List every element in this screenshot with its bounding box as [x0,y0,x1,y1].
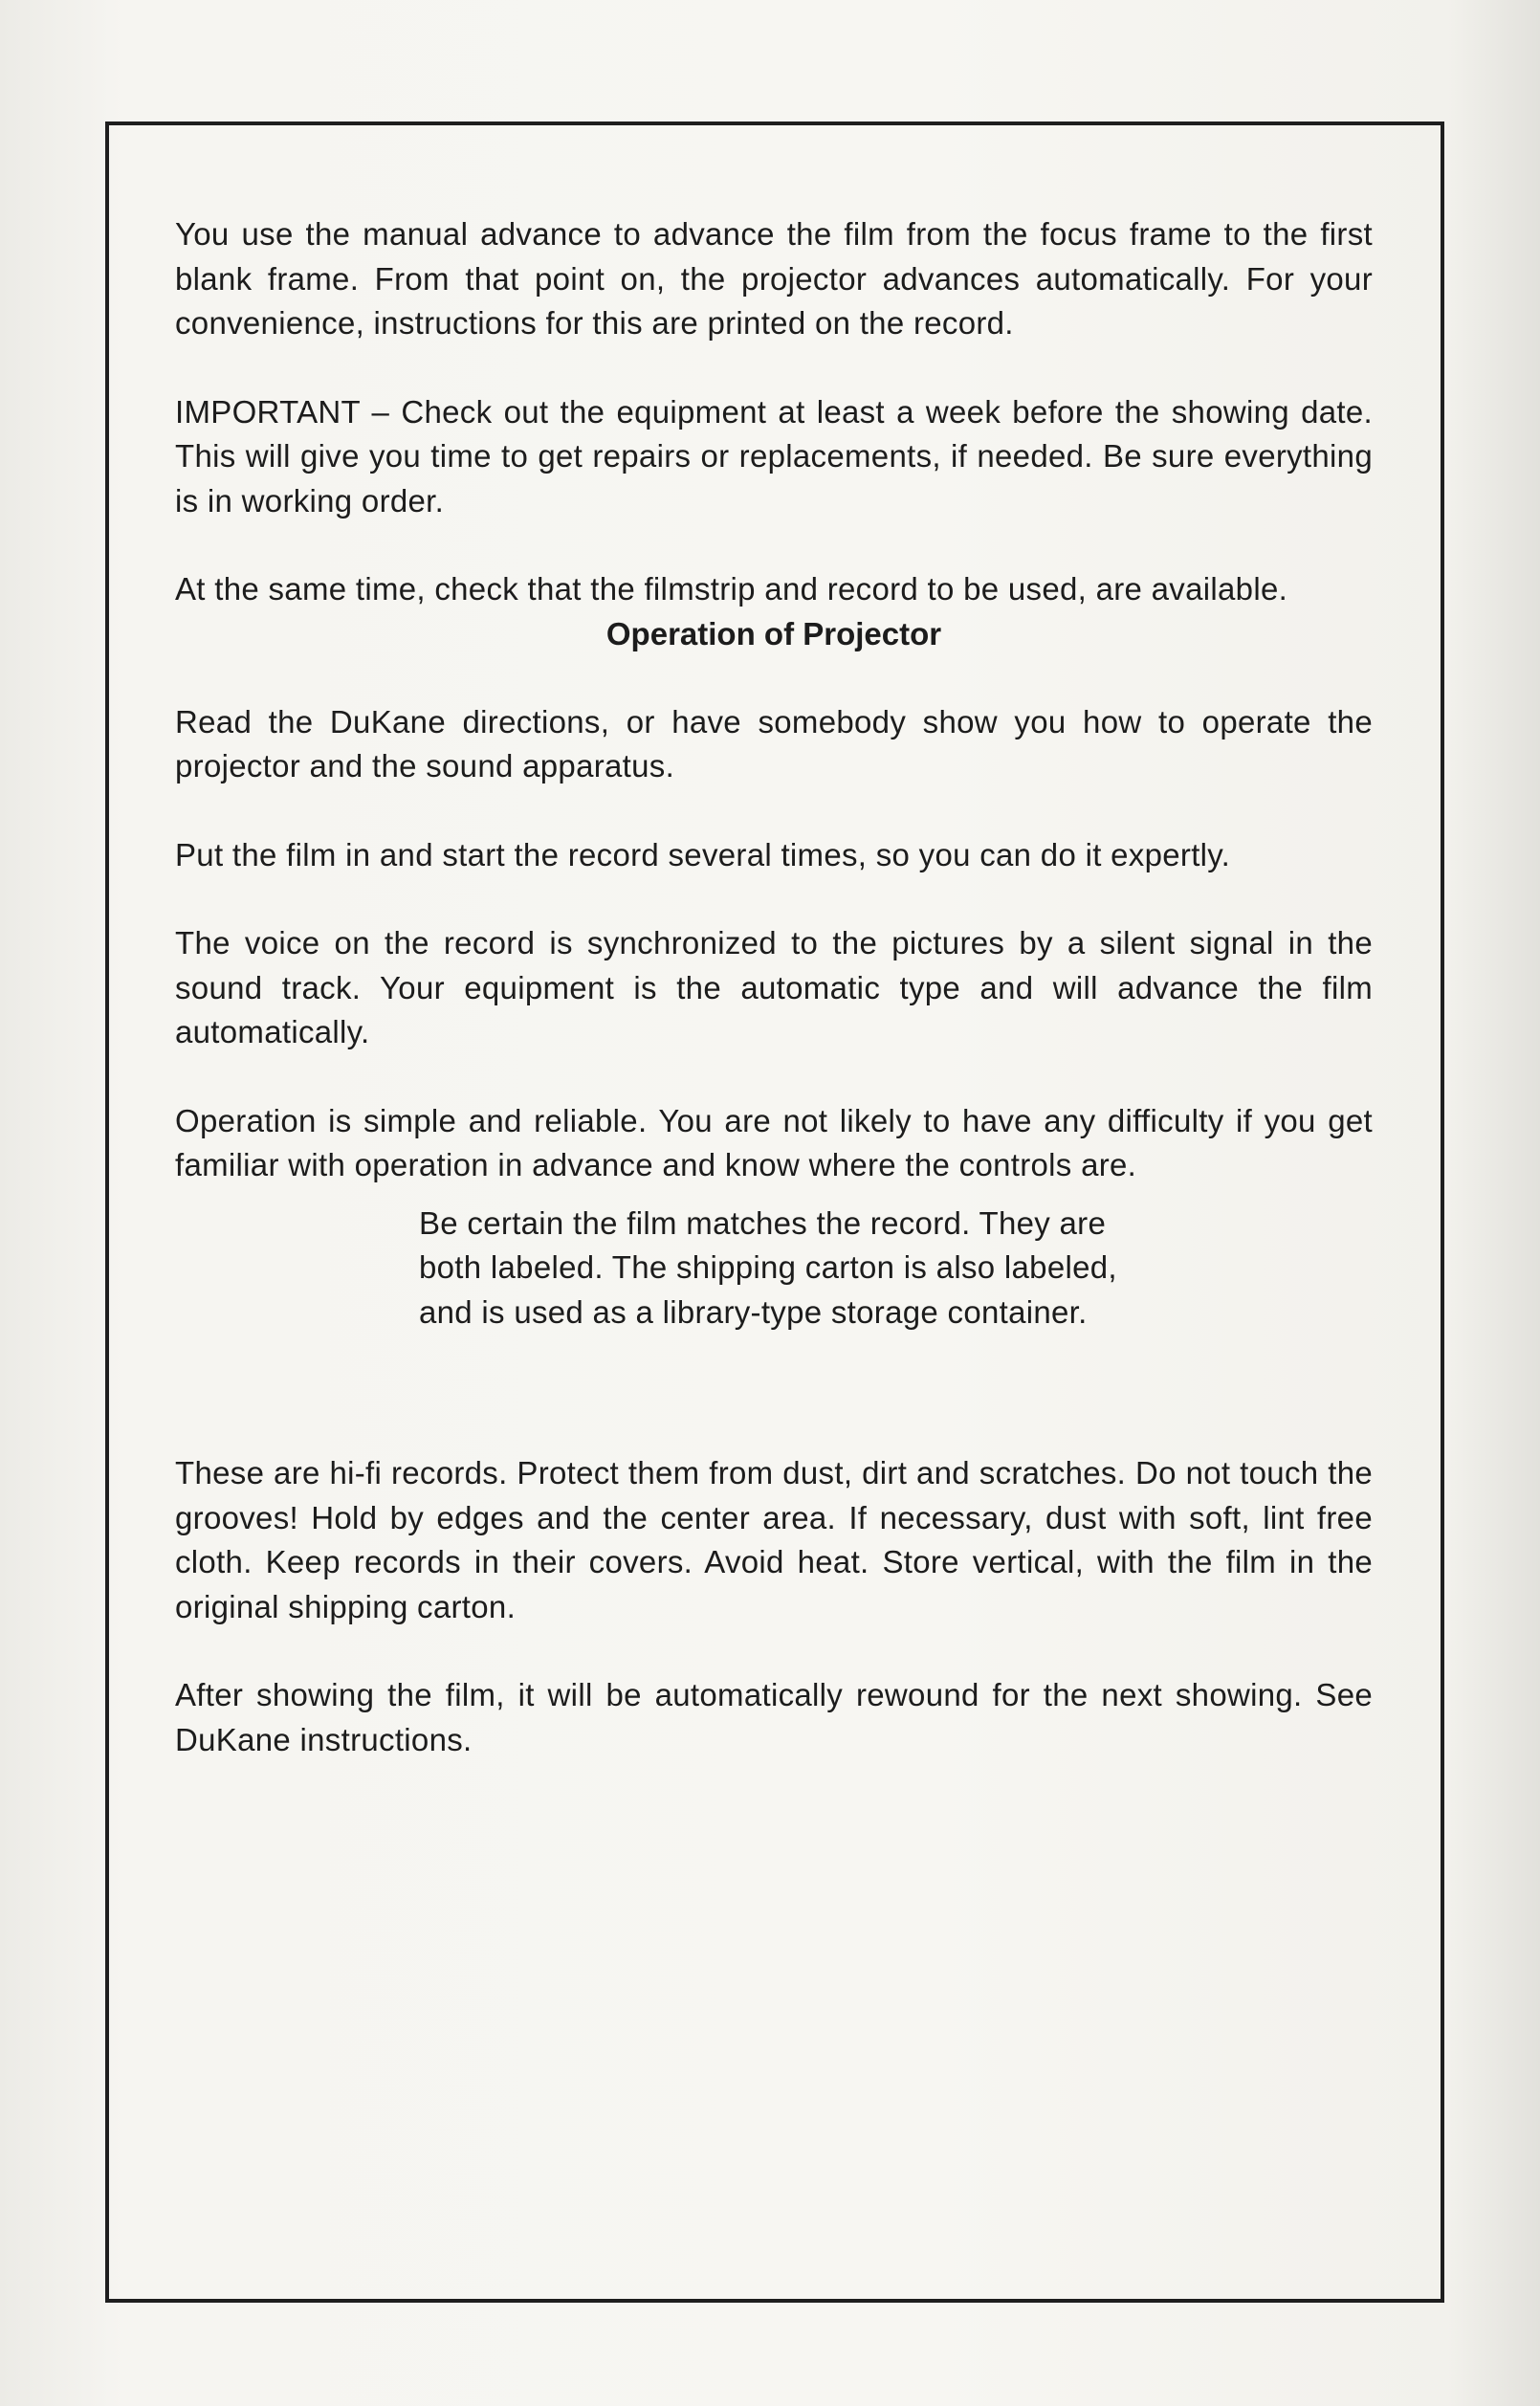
section-heading: Operation of Projector [605,615,942,651]
paragraph-manual-advance: You use the manual advance to advance the film from the focus frame to the first blank frame. From that point on, the projector advances automatically. For your convenience, instructions for this are printed on the record. [175,216,1373,341]
paragraph-synchronization: The voice on the record is synchronized to the pictures by a silent signal in the sound track. Your equipment is the automatic type and will advance the film automatically. [175,925,1373,1049]
paragraph-record-care: These are hi-fi records. Protect them from dust, dirt and scratches. Do not touch the grooves! Hold by edges and the center area. If necessary, dust with soft, lint free cloth. Keep records in their covers. Avoid heat. Store vertical, with the film in the original shipping carton. [175,1455,1373,1624]
paragraph-dukane-directions: Read the DuKane directions, or have somebody show you how to operate the projector and the sound apparatus. [175,703,1373,784]
page-content [175,212,1373,1762]
paragraph-check-filmstrip: At the same time, check that the filmstrip and record to be used, are available. [175,571,1288,607]
note-film-matches-record: Be certain the film matches the record. They are both labeled. The shipping carton is also labeled, and is used as a library-type storage container. [419,1204,1117,1330]
paragraph-operation: Operation is simple and reliable. You are not likely to have any difficulty if you get familiar with operation in advance and know where the controls are. [175,1102,1373,1182]
paragraph-practice: Put the film in and start the record several times, so you can do it expertly. [175,836,1231,872]
paragraph-important: IMPORTANT – Check out the equipment at least a week before the showing date. This will give you time to get repairs or replacements, if needed. Be sure everything is in working order. [175,393,1373,519]
paragraph-rewind: After showing the film, it will be automatically rewound for the next showing. See DuKane instructions. [175,1677,1373,1757]
